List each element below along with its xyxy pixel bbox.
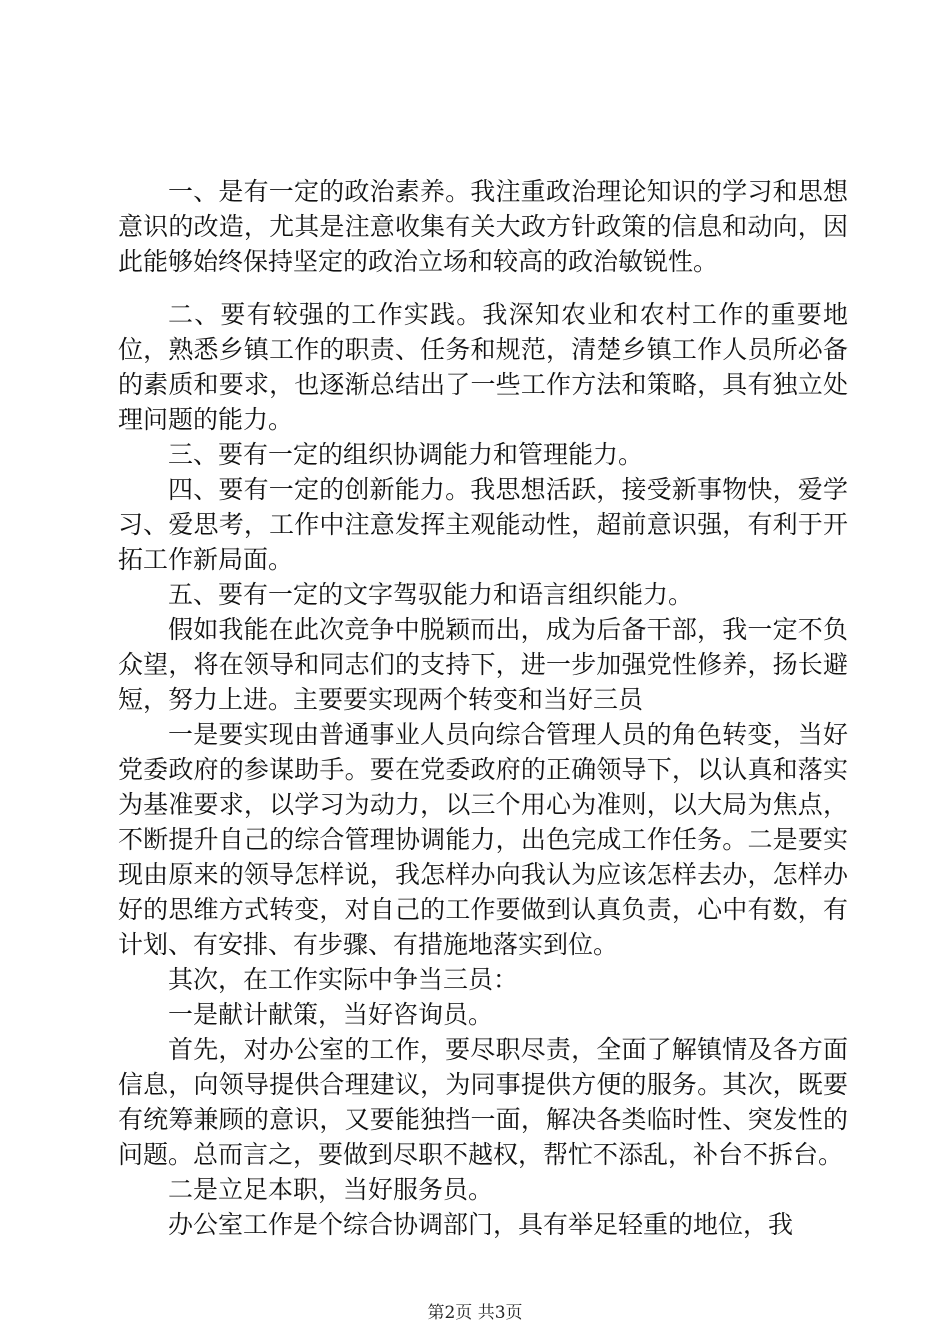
paragraph-2: 二、要有较强的工作实践。我深知农业和农村工作的重要地位，熟悉乡镇工作的职责、任务和规范，清楚乡镇工作人员所必备的素质和要求，也逐渐总结出了一些工作方法和策略，具有独立处理问题的能力。	[118, 300, 848, 434]
paragraph-gap	[118, 279, 848, 297]
paragraph-7: 一是要实现由普通事业人员向综合管理人员的角色转变，当好党委政府的参谋助手。要在党委政府的正确领导下，以认真和落实为基准要求，以学习为动力，以三个用心为准则，以大局为焦点，不断提升自己的综合管理协调能力，出色完成工作任务。二是要实现由原来的领导怎样说，我怎样办向我认为应该怎样去办，怎样办好的思维方式转变，对自己的工作要做到认真负责，心中有数，有计划、有安排、有步骤、有措施地落实到位。	[118, 720, 848, 959]
paragraph-12: 办公室工作是个综合协调部门，具有举足轻重的地位，我	[168, 1210, 794, 1239]
paragraph-3: 三、要有一定的组织协调能力和管理能力。	[168, 440, 644, 469]
paragraph-11: 二是立足本职，当好服务员。	[168, 1175, 494, 1204]
paragraph-6: 假如我能在此次竞争中脱颖而出，成为后备干部，我一定不负众望，将在领导和同志们的支持下，进一步加强党性修养，扬长避短，努力上进。主要要实现两个转变和当好三员	[118, 615, 848, 714]
paragraph-9: 一是献计献策，当好咨询员。	[168, 1000, 494, 1029]
page-number-footer: 第2页 共3页	[427, 1303, 523, 1323]
paragraph-4: 四、要有一定的创新能力。我思想活跃，接受新事物快，爱学习、爱思考，工作中注意发挥主观能动性，超前意识强，有利于开拓工作新局面。	[118, 475, 848, 574]
document-body	[118, 174, 848, 1242]
paragraph-1: 一、是有一定的政治素养。我注重政治理论知识的学习和思想意识的改造，尤其是注意收集有关大政方针政策的信息和动向，因此能够始终保持坚定的政治立场和较高的政治敏锐性。	[118, 177, 848, 276]
paragraph-5: 五、要有一定的文字驾驭能力和语言组织能力。	[168, 580, 694, 609]
paragraph-10: 首先，对办公室的工作，要尽职尽责，全面了解镇情及各方面信息，向领导提供合理建议，为同事提供方便的服务。其次，既要有统筹兼顾的意识，又要能独挡一面，解决各类临时性、突发性的问题。总而言之，要做到尽职不越权，帮忙不添乱，补台不拆台。	[118, 1035, 848, 1169]
paragraph-8: 其次，在工作实际中争当三员：	[168, 965, 519, 994]
